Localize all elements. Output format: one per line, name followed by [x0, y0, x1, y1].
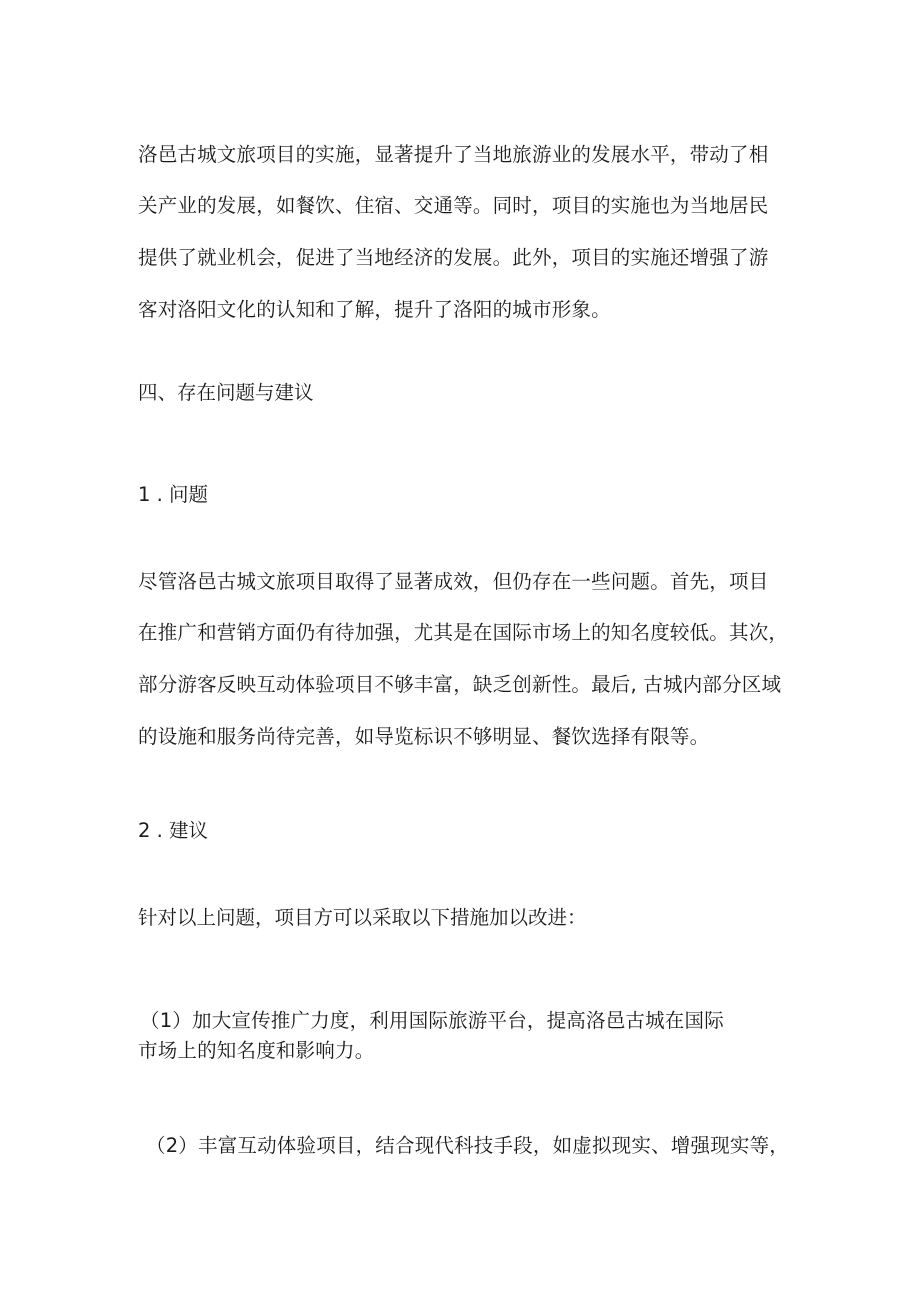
sub-heading-suggestions: 2 . 建议 [138, 819, 209, 842]
paragraph-line: （2）丰富互动体验项目，结合现代科技手段，如虚拟现实、增强现实等， [146, 1134, 790, 1157]
paragraph-line: 尽管洛邑古城文旅项目取得了显著成效，但仍存在一些问题。首先，项目 [138, 570, 769, 593]
paragraph-line: 洛邑古城文旅项目的实施，显著提升了当地旅游业的发展水平，带动了相 [138, 143, 769, 166]
paragraph-line: 提供了就业机会，促进了当地经济的发展。此外，项目的实施还增强了游 [138, 246, 769, 269]
sub-heading-problems: 1 . 问题 [138, 483, 209, 506]
section-heading: 四、存在问题与建议 [138, 381, 314, 404]
paragraph-impact [138, 137, 798, 328]
suggestion-2 [146, 1128, 806, 1164]
suggestion-1 [140, 1006, 800, 1066]
paragraph-line: 关产业的发展，如餐饮、住宿、交通等。同时，项目的实施也为当地居民 [138, 194, 769, 217]
paragraph-line: 在推广和营销方面仍有待加强，尤其是在国际市场上的知名度较低。其次， [138, 621, 789, 644]
paragraph-line: 部分游客反映互动体验项目不够丰富，缺乏创新性。最后, 古城内部分区域 [138, 673, 782, 696]
paragraph-problems [138, 564, 798, 755]
paragraph-line: 市场上的知名度和影响力。 [138, 1039, 375, 1062]
paragraph-intro: 针对以上问题，项目方可以采取以下措施加以改进： [138, 906, 587, 929]
paragraph-line: 客对洛阳文化的认知和了解，提升了洛阳的城市形象。 [138, 298, 611, 321]
paragraph-line: （1）加大宣传推广力度，利用国际旅游平台，提高洛邑古城在国际 [140, 1009, 724, 1032]
paragraph-line: 的设施和服务尚待完善，如导览标识不够明显、餐饮选择有限等。 [138, 725, 710, 748]
